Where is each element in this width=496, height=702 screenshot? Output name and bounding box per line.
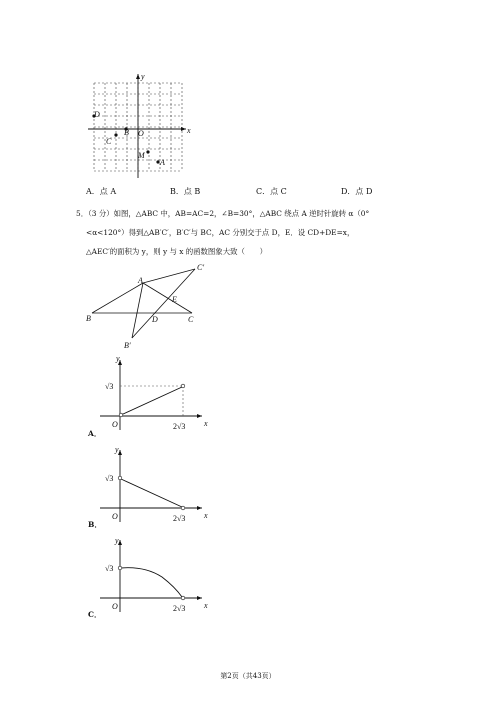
graph-b-y-tick: √3 [105,474,114,483]
graph-b [100,445,220,528]
segment-ab-prime [132,283,143,338]
prev-option-a: A．点 A [86,187,117,196]
tri-label-d: D [152,315,158,324]
graph-c-svg [100,537,220,617]
graph-b-open-end [181,506,185,510]
question-line-1 [76,204,416,223]
point-m [146,150,149,153]
point-a-label: A [160,158,165,167]
grid-y-label: y [141,72,145,81]
graph-c-curve [121,568,182,597]
graph-b-x-label: x [204,511,208,520]
segment-ac [143,283,192,313]
graph-a-x-tick: 2√3 [173,422,186,431]
graph-c-y-label: y [115,536,119,545]
segment-ab [92,283,143,313]
question-text-1: 如图，△ABC 中，AB=AC=2，∠B=30°，△ABC 绕点 A 逆时针旋转 α（0° [113,209,370,218]
tri-label-b-prime: B′ [124,341,131,350]
graph-b-x-tick: 2√3 [173,514,186,523]
question-number: 5． [76,209,89,218]
graph-a-y-label: y [116,354,120,363]
graph-a-option-label: A． [88,429,102,438]
point-m-label: M [138,151,145,160]
question-score: （3 分） [88,209,114,218]
graph-b-x-arrow [197,506,202,510]
graph-a-svg [100,356,220,436]
graph-a-curve [121,387,182,415]
point-d-label: D [94,110,100,119]
graph-a-open-end [181,384,185,388]
graph-c-x-tick: 2√3 [173,604,186,613]
triangle-figure [84,262,214,354]
graph-b-origin: O [112,512,118,521]
prev-option-c: C．点 C [256,187,287,196]
prev-option-d: D．点 D [341,187,373,196]
segment-ac-prime [143,269,195,283]
graph-b-option-label: B． [88,520,102,529]
tri-label-c: C [188,315,194,324]
graph-b-curve [121,479,182,507]
graph-b-y-label: y [115,445,119,454]
page-footer: 第2页（共43页） [220,672,276,680]
tri-label-a: A [138,276,143,285]
graph-b-svg [100,445,220,528]
tri-label-c-prime: C′ [197,263,205,272]
graph-a-x-label: x [204,419,208,428]
graph-a-origin: O [112,420,118,429]
tri-label-b: B [86,314,91,323]
x-axis-arrow [181,127,186,131]
graph-c-open-start [118,566,122,570]
question-line-3: △AEC′的面积为 y，则 y 与 x 的函数图象大致（ ） [86,247,268,256]
graph-c-open-end [181,596,185,600]
graph-a-open-start [119,413,123,417]
graph-a [100,356,220,436]
question-5 [76,204,416,261]
prev-option-b: B．点 B [170,187,201,196]
tri-label-e: E [172,295,177,304]
point-c-label: C [106,137,112,146]
graph-c-y-arrow [118,540,122,545]
graph-c-y-tick: √3 [105,564,114,573]
graph-c-option-label: C． [88,610,102,619]
graph-c-x-label: x [204,601,208,610]
graph-c-x-arrow [197,596,202,600]
graph-c [100,537,220,617]
triangle-svg [84,262,214,354]
point-c [114,133,117,136]
y-axis-arrow [136,74,140,79]
graph-a-y-tick: √3 [105,382,114,391]
graph-a-x-arrow [197,414,202,418]
graph-b-open-start [118,476,122,480]
question-line-2: <α<120°）得到△AB′C′，B′C′与 BC，AC 分别交于点 D，E．设 CD+DE=x， [86,228,355,237]
grid-svg [86,72,198,180]
graph-b-y-arrow [118,450,122,455]
grid-origin-label: O [138,129,144,138]
graph-c-origin: O [112,602,118,611]
grid-x-label: x [187,126,191,135]
grid-figure [86,72,198,180]
point-b-label: B [124,128,129,137]
